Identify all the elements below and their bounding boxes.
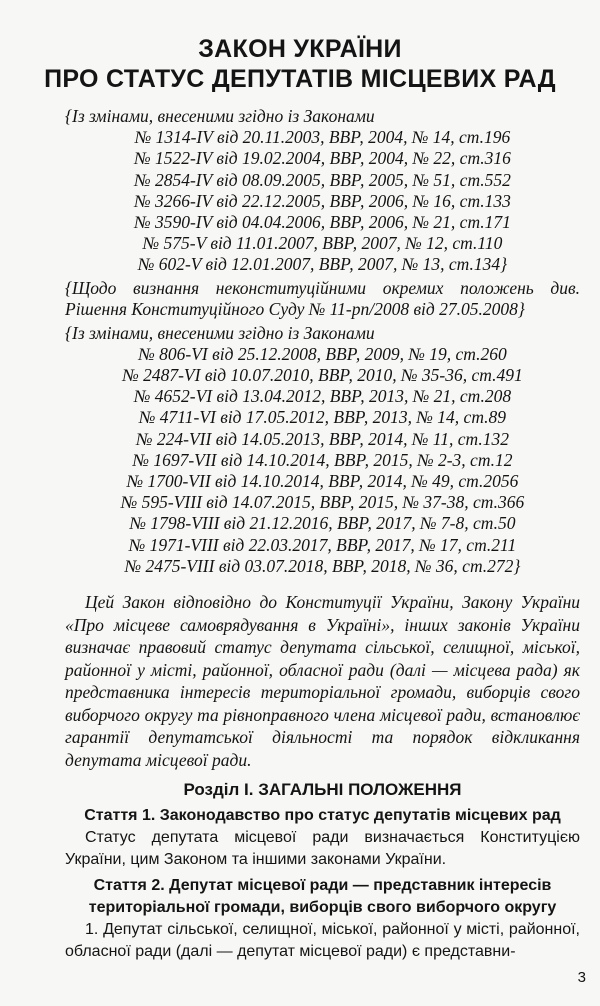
amendment-item: № 575-V від 11.01.2007, ВВР, 2007, № 12, ст.110 (142, 233, 503, 254)
article-2-text: 1. Депутат сільської, селищної, міської, районної у місті, районної, обласної ради (далі — депутат місцевої ради) є представни- (65, 921, 580, 961)
amendment-item: № 595-VIII від 14.07.2015, ВВР, 2015, № 37-38, ст.366 (120, 492, 525, 513)
article-1-text: Статус депутата місцевої ради визначається Конституцією України, цим Законом та іншими законами України. (65, 829, 580, 869)
law-title-line2: ПРО СТАТУС ДЕПУТАТІВ МІСЦЕВИХ РАД (44, 65, 556, 93)
amendment-item: № 224-VII від 14.05.2013, ВВР, 2014, № 11, ст.132 (136, 428, 509, 449)
amendment-item: № 1522-IV від 19.02.2004, ВВР, 2004, № 22, ст.316 (134, 148, 511, 169)
amendments-list-2 (65, 323, 580, 577)
amendment-item: № 1700-VII від 14.10.2014, ВВР, 2014, № 49, ст.2056 (126, 471, 519, 492)
article-2-heading: Стаття 2. Депутат місцевої ради — представник інтересів територіальної громади, виборців свого виборчого округу (88, 877, 557, 917)
amendment-item: № 602-V від 12.01.2007, ВВР, 2007, № 13, ст.134} (137, 254, 508, 275)
section-heading: Розділ I. ЗАГАЛЬНІ ПОЛОЖЕННЯ (183, 780, 462, 800)
preamble: Цей Закон відповідно до Конституції України, Закону України «Про місцеве самоврядування в Україні», інших законів України визначає правовий статус депутата сільської, селищної, міської, районної у місті, районної, обласної ради (далі — місцева рада) як представника інтересів територіальної громади, виборців свого виборчого округу та рівноправного члена місцевої ради, встановлює гарантії депутатської діяльності та порядок відкликання депутата місцевої ради. (65, 592, 580, 770)
amendment-item: № 4652-VI від 13.04.2012, ВВР, 2013, № 21, ст.208 (133, 386, 512, 407)
law-title (0, 34, 600, 94)
amendment-item: № 4711-VI від 17.05.2012, ВВР, 2013, № 14, ст.89 (138, 407, 507, 428)
court-note: {Щодо визнання неконституційними окремих положень див. Рішення Конституційного Суду № 11-рп/2008 від 27.05.2008} (65, 277, 580, 320)
amendment-item: № 3266-IV від 22.12.2005, ВВР, 2006, № 16, ст.133 (134, 190, 511, 211)
amendment-item: № 1971-VIII від 22.03.2017, ВВР, 2017, № 17, ст.211 (128, 534, 517, 555)
amendment-item: № 1314-IV від 20.11.2003, ВВР, 2004, № 14, ст.196 (134, 127, 511, 148)
amendment-item: № 2475-VIII від 03.07.2018, ВВР, 2018, № 36, ст.272} (124, 555, 521, 576)
law-title-line1: ЗАКОН УКРАЇНИ (198, 35, 402, 63)
amendments-list-1 (65, 106, 580, 276)
amendment-item: № 3590-IV від 04.04.2006, ВВР, 2006, № 21, ст.171 (134, 212, 511, 233)
amendment-item: № 2854-IV від 08.09.2005, ВВР, 2005, № 51, ст.552 (134, 169, 511, 190)
amendments-intro: {Із змінами, внесеними згідно із Законами (65, 322, 375, 343)
amendment-item: № 806-VI від 25.12.2008, ВВР, 2009, № 19, ст.260 (138, 343, 507, 364)
article-1-heading: Стаття 1. Законодавство про статус депутатів місцевих рад (84, 807, 561, 825)
page-number: 3 (577, 969, 586, 987)
amendments-intro: {Із змінами, внесеними згідно із Законами (65, 106, 375, 126)
amendment-item: № 1798-VIII від 21.12.2016, ВВР, 2017, № 7-8, ст.50 (129, 513, 516, 534)
amendment-item: № 2487-VI від 10.07.2010, ВВР, 2010, № 35-36, ст.491 (122, 365, 523, 386)
amendment-item: № 1697-VII від 14.10.2014, ВВР, 2015, № 2-3, ст.12 (132, 449, 513, 470)
